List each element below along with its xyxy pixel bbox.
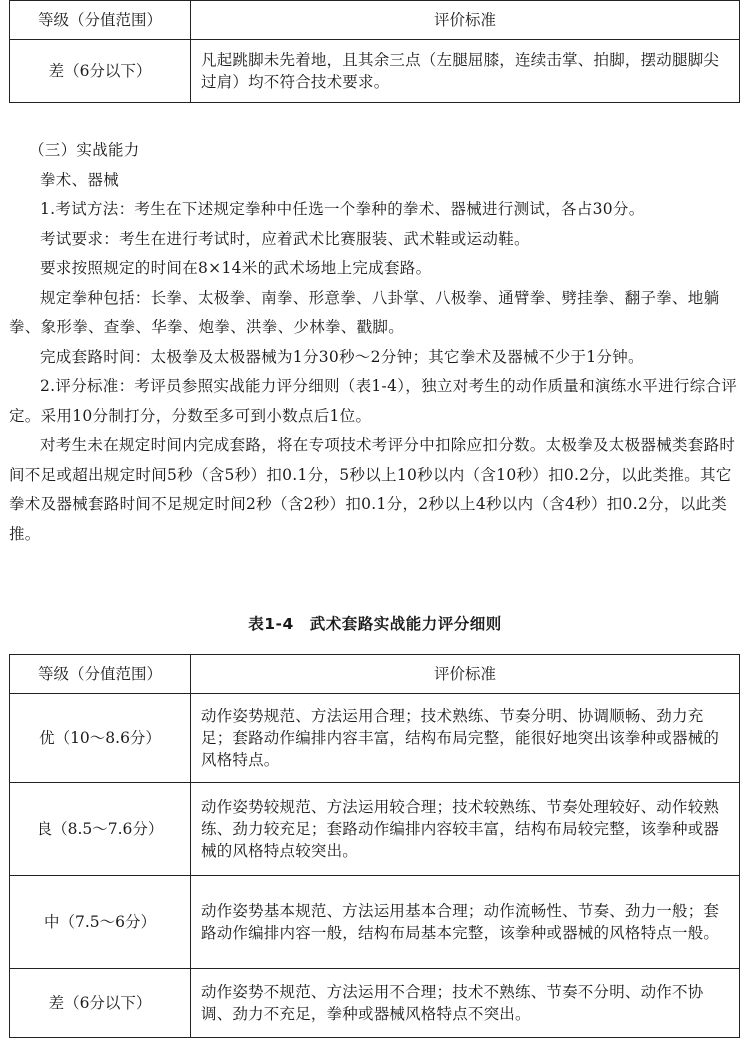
- row-level: 差（6分以下）: [10, 40, 191, 103]
- row-criteria: 动作姿势基本规范、方法运用基本合理；动作流畅性、节奏、劲力一般；套路动作编排内容一般，结构布局基本完整，该拳种或器械的风格特点一般。: [191, 876, 740, 969]
- row-level: 优（10～8.6分）: [10, 694, 191, 783]
- row-level: 中（7.5～6分）: [10, 876, 191, 969]
- table-row: [10, 969, 740, 1038]
- paragraph: 完成套路时间：太极拳及太极器械为1分30秒～2分钟；其它拳术及器械不少于1分钟。: [40, 347, 644, 366]
- table-caption: 表1-4 武术套路实战能力评分细则: [248, 615, 502, 633]
- paragraph: 规定拳种包括：长拳、太极拳、南拳、形意拳、八卦掌、八极拳、通臂拳、劈挂拳、翻子拳、地躺拳、象形拳、查拳、华拳、炮拳、洪拳、少林拳、戳脚。: [9, 288, 720, 336]
- row-criteria: 动作姿势不规范、方法运用不合理；技术不熟练、节奏不分明、动作不协调、劲力不充足，拳种或器械风格特点不突出。: [191, 969, 740, 1038]
- section-heading: （三）实战能力: [29, 141, 140, 159]
- table-row: [10, 694, 740, 783]
- section-subheading: 拳术、器械: [40, 170, 120, 189]
- header-criteria: 评价标准: [191, 655, 740, 694]
- paragraph: 要求按照规定的时间在8×14米的武术场地上完成套路。: [40, 259, 432, 277]
- row-criteria: 动作姿势较规范、方法运用较合理；技术较熟练、节奏处理较好、动作较熟练、劲力较充足；套路动作编排内容较丰富，结构布局较完整，该拳种或器械的风格特点较突出。: [191, 783, 740, 876]
- header-level: 等级（分值范围）: [10, 1, 191, 40]
- table-row: [10, 783, 740, 876]
- table-row: [10, 40, 740, 103]
- paragraph: 2.评分标准：考评员参照实战能力评分细则（表1-4），独立对考生的动作质量和演练水平进行综合评定。采用10分制打分，分数至多可到小数点后1位。: [9, 377, 738, 425]
- table-row: [10, 876, 740, 969]
- grading-table-continued: [9, 0, 740, 103]
- section-practical-ability: [9, 136, 739, 549]
- row-level: 差（6分以下）: [10, 969, 191, 1038]
- grading-table-1-4: [9, 654, 740, 1038]
- row-criteria: 动作姿势规范、方法运用合理；技术熟练、节奏分明、协调顺畅、劲力充足；套路动作编排内容丰富，结构布局完整，能很好地突出该拳种或器械的风格特点。: [191, 694, 740, 783]
- header-level: 等级（分值范围）: [10, 655, 191, 694]
- row-level: 良（8.5～7.6分）: [10, 783, 191, 876]
- paragraph: 考试要求：考生在进行考试时，应着武术比赛服装、武术鞋或运动鞋。: [40, 229, 530, 248]
- paragraph: 对考生未在规定时间内完成套路，将在专项技术考评分中扣除应扣分数。太极拳及太极器械类套路时间不足或超出规定时间5秒（含5秒）扣0.1分，5秒以上10秒以内（含10秒）扣0.2分，以此类推。其它拳术及器械套路时间不足规定时间2秒（含2秒）扣0.1分，2秒以上4秒以内（含4秒）扣0.2分，以此类推。: [9, 436, 736, 543]
- row-criteria: 凡起跳脚未先着地，且其余三点（左腿屈膝，连续击掌、拍脚，摆动腿脚尖过肩）均不符合技术要求。: [191, 40, 740, 103]
- table-header-row: [10, 655, 740, 694]
- table-header-row: [10, 1, 740, 40]
- header-criteria: 评价标准: [191, 1, 740, 40]
- paragraph: 1.考试方法：考生在下述规定拳种中任选一个拳种的拳术、器械进行测试，各占30分。: [40, 200, 645, 218]
